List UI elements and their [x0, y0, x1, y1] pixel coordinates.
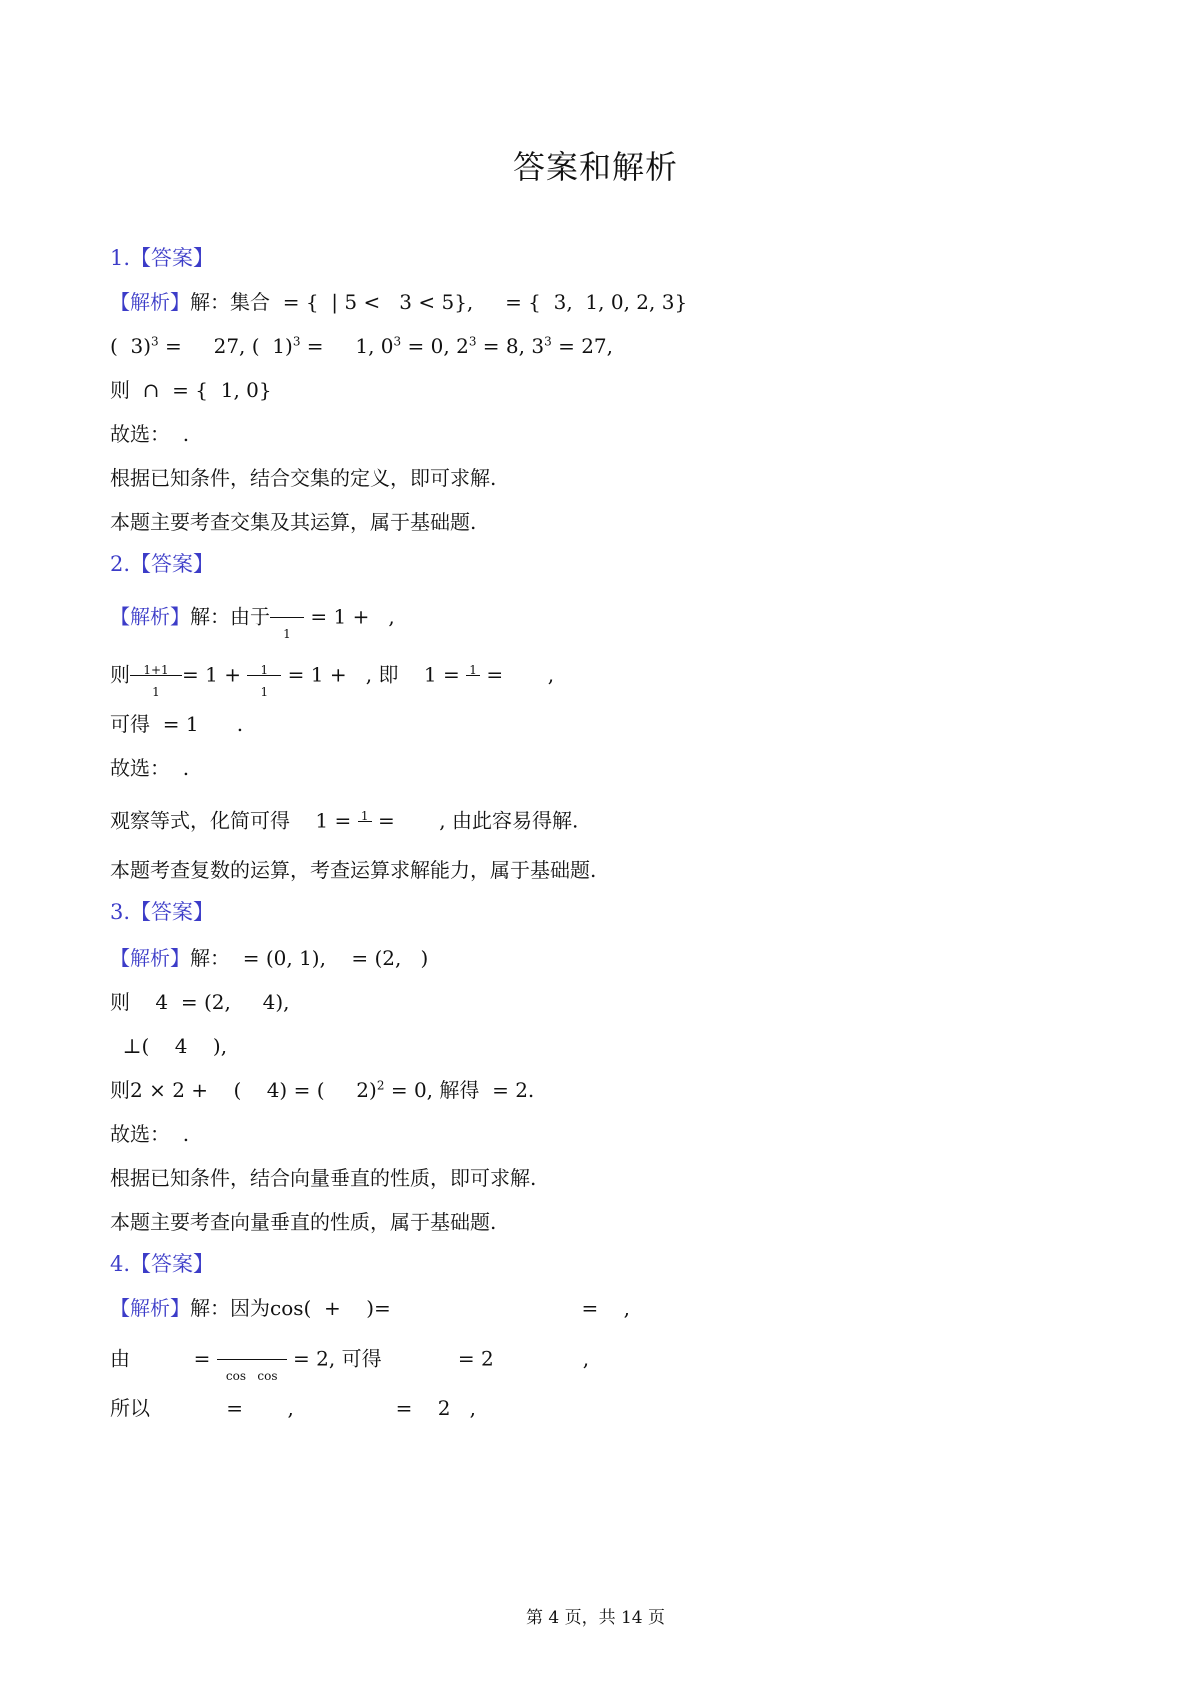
- q4-analysis-label: 【解析】: [110, 1296, 190, 1320]
- q3-line-5: 故选： .: [110, 1122, 190, 1146]
- q3-line-1: 【解析】解： = (0, 1), = (2, ): [110, 946, 429, 970]
- q1-line-2: ( 3)$^3$ = 27, ( 1)$^3$ = 1, $0^3 = 0$, $2^3 = 8$, $3^3 = 27$,: [110, 334, 614, 358]
- q2-answer-label: 【答案】: [130, 552, 215, 576]
- q2-line-1: 【解析】解：由于 1 = 1 + ,: [110, 600, 395, 636]
- q1-line-3: 则 ∩ = { 1, 0}: [110, 378, 272, 402]
- q1-header: [110, 244, 214, 272]
- q2-line-3: 可得 = 1 .: [110, 712, 244, 736]
- q2-analysis-label: 【解析】: [110, 604, 190, 629]
- q2-line-5: 观察等式，化简可得 1 = 1 = , 由此容易得解.: [110, 804, 578, 840]
- q1-number: 1.: [110, 246, 131, 270]
- page-footer: 第 4 页，共 14 页: [525, 1608, 666, 1628]
- q2-fraction-4: 1: [466, 658, 480, 694]
- q2-fraction-1: 1: [270, 600, 304, 636]
- q4-header: [110, 1250, 214, 1278]
- q3-line-7: 本题主要考查向量垂直的性质，属于基础题.: [110, 1210, 497, 1234]
- q4-fraction-1: cos cos: [217, 1342, 287, 1378]
- q3-number: 3.: [110, 900, 131, 924]
- q4-line-2: 由 = cos cos = 2, 可得 = 2 ,: [110, 1342, 589, 1378]
- q1-line-4: 故选： .: [110, 422, 190, 446]
- q2-number: 2.: [110, 552, 131, 576]
- q3-analysis-label: 【解析】: [110, 946, 190, 970]
- q3-line-4: 则2 × 2 + ( 4) = ( 2)$^2$ = 0, 解得 = 2.: [110, 1078, 535, 1102]
- q2-line-4: 故选： .: [110, 756, 190, 780]
- q4-line-3: 所以 = , = 2 ,: [110, 1396, 476, 1420]
- q2-fraction-5: 1: [358, 804, 372, 840]
- q2-header: [110, 550, 214, 578]
- q3-line-2: 则 4 = (2, 4),: [110, 990, 290, 1014]
- page-title: 答案和解析: [512, 148, 678, 186]
- q4-number: 4.: [110, 1252, 131, 1276]
- q3-answer-label: 【答案】: [130, 900, 215, 924]
- q4-answer-label: 【答案】: [130, 1252, 215, 1276]
- q3-line-6: 根据已知条件，结合向量垂直的性质，即可求解.: [110, 1166, 537, 1190]
- q2-line-6: 本题考查复数的运算，考查运算求解能力，属于基础题.: [110, 858, 597, 882]
- q2-line-2: 则 $\frac{1+1}{1}$ = 1 + $\frac{1}{1}$ = 1 + , 即 1 = 1 = ,: [110, 658, 554, 694]
- q2-fraction-3: $\frac{1}{1}$: [247, 658, 281, 694]
- q1-answer-label: 【答案】: [130, 246, 215, 270]
- q1-line-1: 【解析】解：集合 = { | 5 < 3 < 5}, = { 3, 1, 0, 2, 3}: [110, 290, 688, 314]
- q2-fraction-2: $\frac{1+1}{1}$: [130, 658, 182, 694]
- q3-line-3: ⊥( 4 ),: [110, 1034, 228, 1058]
- q1-line-6: 本题主要考查交集及其运算，属于基础题.: [110, 510, 477, 534]
- q1-analysis-label: 【解析】: [110, 290, 190, 314]
- q3-header: [110, 898, 214, 926]
- q1-line-5: 根据已知条件，结合交集的定义，即可求解.: [110, 466, 497, 490]
- q4-line-1: 【解析】解：因为cos( + )= = ,: [110, 1296, 631, 1320]
